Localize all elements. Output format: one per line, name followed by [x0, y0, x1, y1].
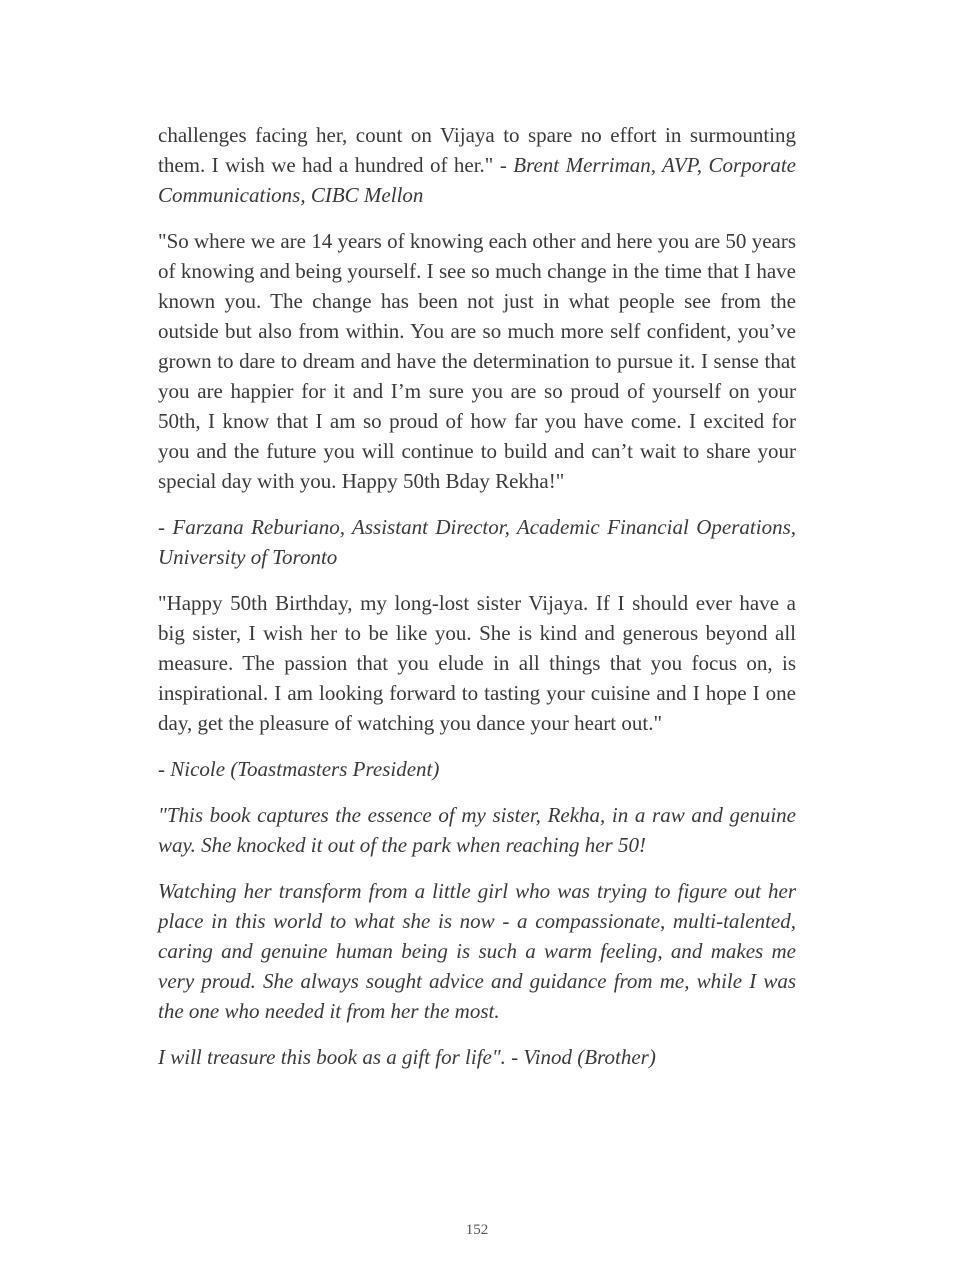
attribution-nicole-line: [158, 754, 796, 784]
paragraph-farzana-quote: "So where we are 14 years of knowing each other and here you are 50 years of knowing and being yourself. I see so much change in the time that I have known you. The change has been not just in what people see from the outside but also from within. You are so much more self confident, you’ve grown to dare to dream and have the determination to pursue it. I sense that you are happier for it and I’m sure you are so proud of yourself on your 50th, I know that I am so proud of how far you have come. I excited for you and the future you will continue to build and can’t wait to share your special day with you. Happy 50th Bday Rekha!": [158, 229, 796, 493]
quote-text: challenges facing her, count on Vijaya to spare no effort in surmounting them. I wish we had a hundred of her." -: [158, 123, 796, 177]
paragraph-vinod-quote-body: Watching her transform from a little girl who was trying to figure out her place in this world to what she is now - a compassionate, multi-talented, caring and genuine human being is such a warm feeling, and makes me very proud. She always sought advice and guidance from me, while I was the one who needed it from her the most.: [158, 879, 796, 1023]
paragraph-brent-quote-end: [158, 120, 796, 210]
paragraph-vinod-quote-intro: "This book captures the essence of my sister, Rekha, in a raw and genuine way. She knocked it out of the park when reaching her 50!: [158, 803, 796, 857]
paragraph-vinod-quote-end: I will treasure this book as a gift for life". - Vinod (Brother): [158, 1045, 656, 1069]
attribution-dash: -: [158, 757, 171, 781]
attribution-farzana-reburiano: - Farzana Reburiano, Assistant Director, Academic Financial Operations, University of Toronto: [158, 515, 796, 569]
page-number: 152: [465, 1222, 489, 1238]
page-body: [158, 120, 796, 1088]
attribution-nicole: Nicole (Toastmasters President): [170, 757, 440, 781]
paragraph-nicole-quote: "Happy 50th Birthday, my long-lost sister Vijaya. If I should ever have a big sister, I wish her to be like you. She is kind and generous beyond all measure. The passion that you elude in all things that you focus on, is inspirational. I am looking forward to tasting your cuisine and I hope I one day, get the pleasure of watching you dance your heart out.": [158, 591, 796, 735]
attribution-brent-merriman: Brent Merriman, AVP, Corporate Communications, CIBC Mellon: [158, 153, 796, 207]
